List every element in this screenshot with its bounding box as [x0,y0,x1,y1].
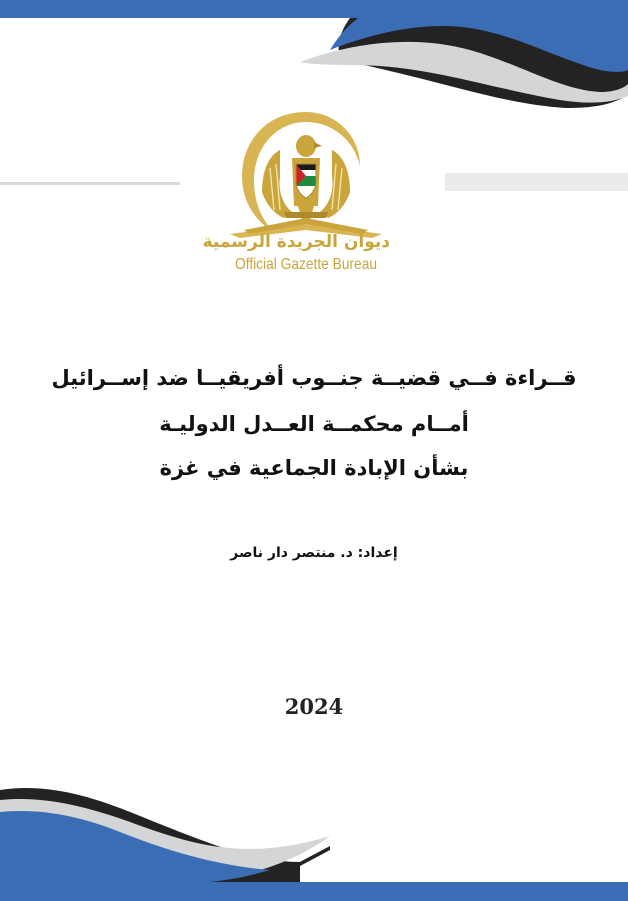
bottom-blue-bar [0,882,628,901]
left-gray-line [0,182,180,185]
author-line: إعداد: د. منتصر دار ناصر [230,545,398,561]
eagle-left-wing [262,150,292,218]
title-line-2: أمــام محكمــة العــدل الدوليـة [159,412,469,436]
eagle-right-wing [320,150,350,218]
palestine-eagle-emblem-icon [202,106,390,278]
top-blue-bar [0,0,628,18]
eagle-head [296,135,316,157]
title-line-3: بشأن الإبادة الجماعية في غزة [159,456,469,480]
logo-english-text: Official Gazette Bureau [234,256,378,273]
title-line-1: قــراءة فــي قضيــة جنــوب أفريقيــا ضد إســرائيل [51,366,577,390]
publication-year: 2024 [284,694,344,719]
logo-arabic-text: ديوان الجريدة الرسمية [202,232,390,252]
right-gray-block [445,173,628,191]
